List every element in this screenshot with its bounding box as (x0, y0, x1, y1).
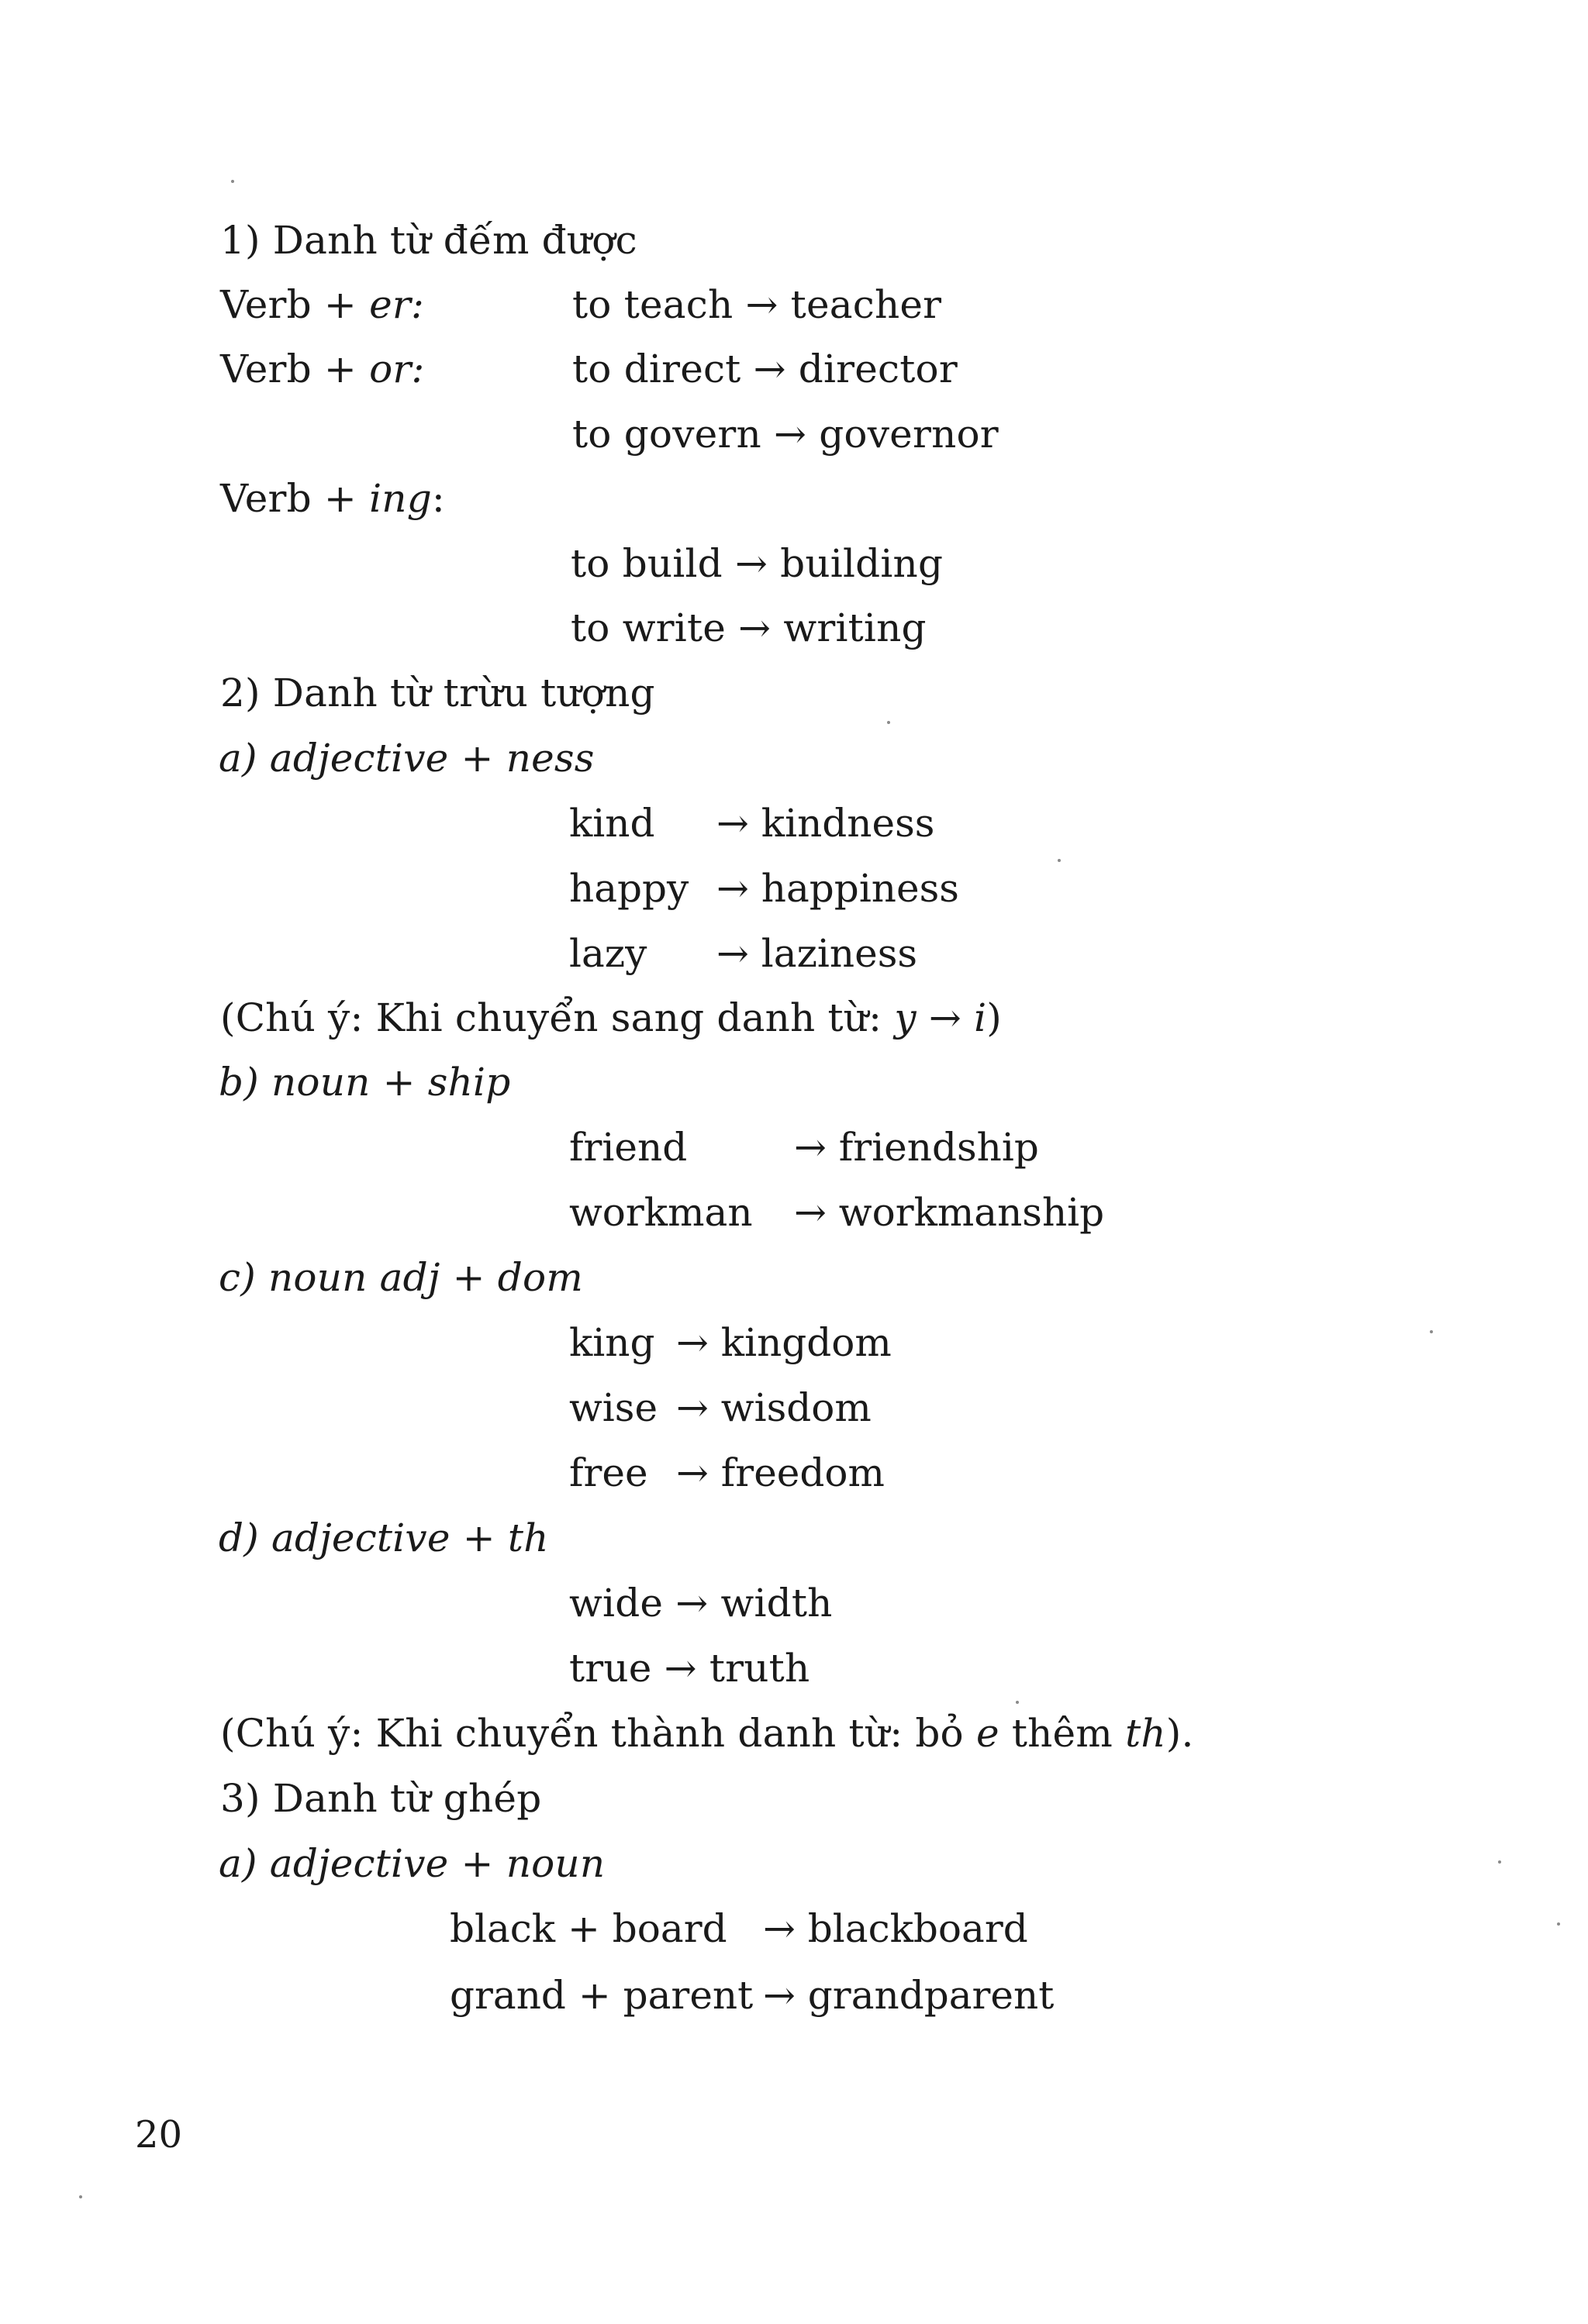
rule-label-ing: Verb + ing: (220, 476, 445, 521)
word-king: king (569, 1320, 655, 1365)
result-happiness: → happiness (716, 866, 959, 911)
example-writing: to write → writing (571, 605, 927, 650)
subsection-2b-heading: b) noun + ship (219, 1060, 511, 1105)
word-kind: kind (569, 801, 655, 846)
scan-speck (1016, 1701, 1019, 1704)
rule-label-or: Verb + or: (220, 347, 425, 391)
scan-speck (1498, 1860, 1501, 1864)
example-truth: true → truth (569, 1646, 810, 1691)
result-blackboard: → blackboard (763, 1906, 1028, 1951)
scan-speck (79, 2195, 82, 2198)
scan-speck (1058, 859, 1061, 862)
word-wise: wise (569, 1385, 658, 1430)
example-building: to build → building (571, 541, 944, 586)
result-wisdom: → wisdom (676, 1385, 872, 1430)
word-workman: workman (569, 1190, 753, 1235)
note-y-to-i: (Chú ý: Khi chuyển sang danh từ: y → i) (220, 995, 1002, 1040)
scan-speck (1557, 1922, 1560, 1926)
word-free: free (569, 1450, 648, 1495)
example-director: to direct → director (572, 347, 958, 391)
subsection-2d-heading: d) adjective + th (219, 1515, 549, 1560)
rule-label-er: Verb + er: (220, 282, 425, 327)
subsection-2c-heading: c) noun adj + dom (219, 1255, 583, 1300)
result-workmanship: → workmanship (794, 1190, 1105, 1235)
word-lazy: lazy (569, 931, 647, 976)
word-happy: happy (569, 866, 689, 911)
compound-black-board: black + board (450, 1906, 727, 1951)
page-number: 20 (135, 2113, 183, 2157)
section-1-title: 1) Danh từ đếm được (220, 218, 637, 263)
section-3-title: 3) Danh từ ghép (220, 1776, 542, 1821)
compound-grand-parent: grand + parent (450, 1973, 754, 2018)
scan-speck (231, 180, 234, 183)
example-governor: to govern → governor (572, 412, 999, 457)
result-kingdom: → kingdom (676, 1320, 892, 1365)
note-drop-e-add-th: (Chú ý: Khi chuyển thành danh từ: bỏ e thêm th). (220, 1711, 1194, 1756)
word-friend: friend (569, 1125, 688, 1170)
scan-speck (1430, 1330, 1433, 1333)
result-grandparent: → grandparent (763, 1973, 1055, 2018)
result-laziness: → laziness (716, 931, 918, 976)
scan-speck (887, 721, 890, 724)
example-width: wide → width (569, 1581, 833, 1626)
example-teacher: to teach → teacher (572, 282, 942, 327)
result-kindness: → kindness (716, 801, 935, 846)
subsection-3a-heading: a) adjective + noun (219, 1841, 606, 1886)
result-friendship: → friendship (794, 1125, 1039, 1170)
subsection-2a-heading: a) adjective + ness (219, 736, 595, 781)
result-freedom: → freedom (676, 1450, 885, 1495)
section-2-title: 2) Danh từ trừu tượng (220, 671, 655, 715)
